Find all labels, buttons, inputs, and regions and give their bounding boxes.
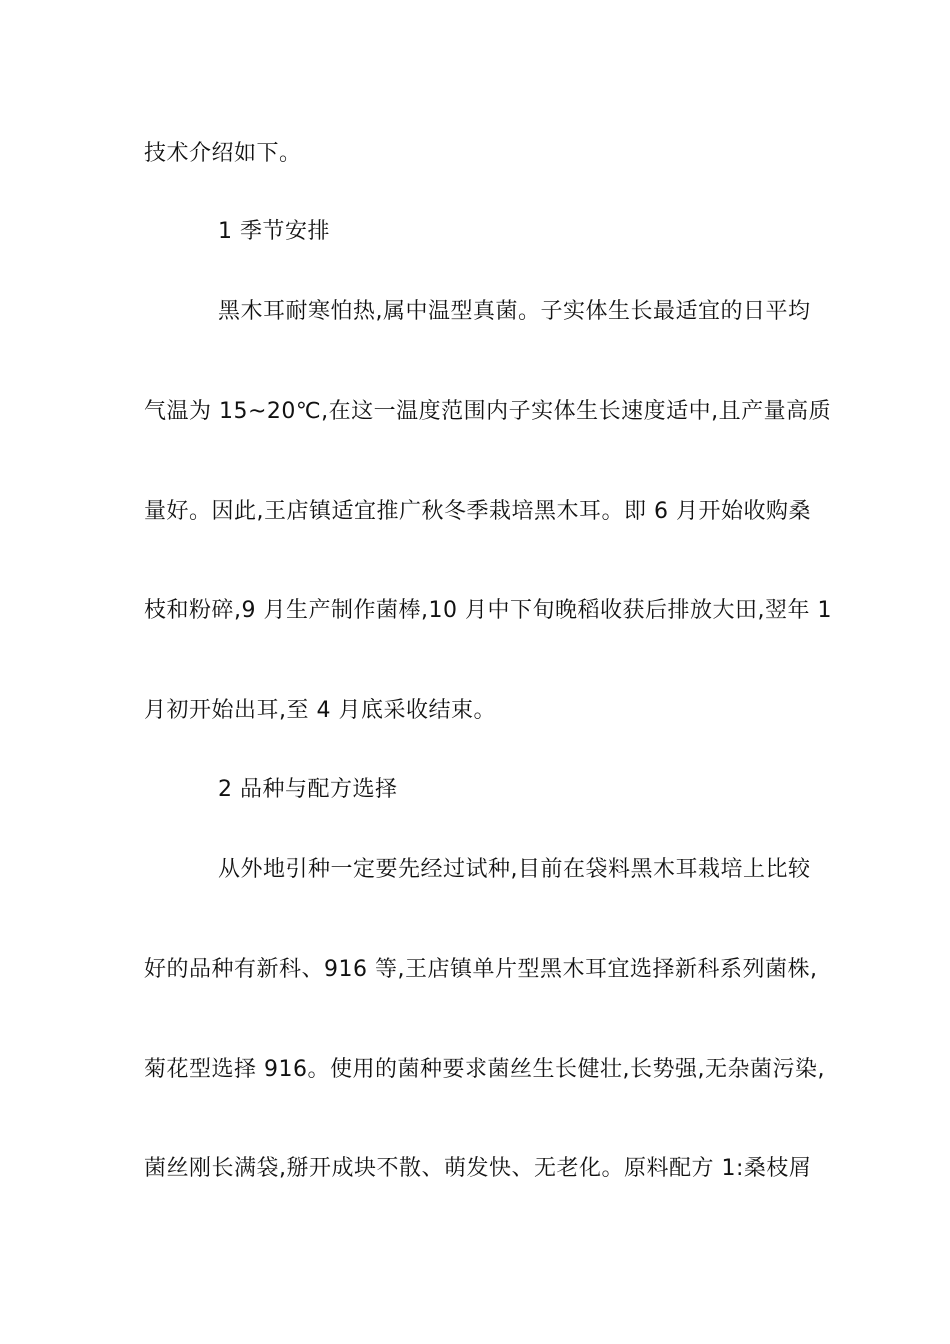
paragraph-line: 黑木耳耐寒怕热,属中温型真菌。子实体生长最适宜的日平均 — [218, 299, 811, 324]
paragraph-line: 菊花型选择 916。使用的菌种要求菌丝生长健壮,长势强,无杂菌污染, — [144, 1057, 825, 1082]
section-heading-variety: 2 品种与配方选择 — [218, 777, 398, 802]
paragraph-line: 气温为 15~20℃,在这一温度范围内子实体生长速度适中,且产量高质 — [144, 399, 832, 424]
paragraph-line: 好的品种有新科、916 等,王店镇单片型黑木耳宜选择新科系列菌株, — [144, 957, 818, 982]
section-heading-season: 1 季节安排 — [218, 219, 330, 244]
text-line: 技术介绍如下。 — [144, 141, 302, 166]
paragraph-line: 菌丝刚长满袋,掰开成块不散、萌发快、无老化。原料配方 1:桑枝屑 — [144, 1156, 812, 1181]
paragraph-line: 月初开始出耳,至 4 月底采收结束。 — [144, 698, 496, 723]
paragraph-line: 从外地引种一定要先经过试种,目前在袋料黑木耳栽培上比较 — [218, 857, 811, 882]
paragraph-line: 枝和粉碎,9 月生产制作菌棒,10 月中下旬晚稻收获后排放大田,翌年 1 — [144, 598, 832, 623]
paragraph-line: 量好。因此,王店镇适宜推广秋冬季栽培黑木耳。即 6 月开始收购桑 — [144, 499, 811, 524]
